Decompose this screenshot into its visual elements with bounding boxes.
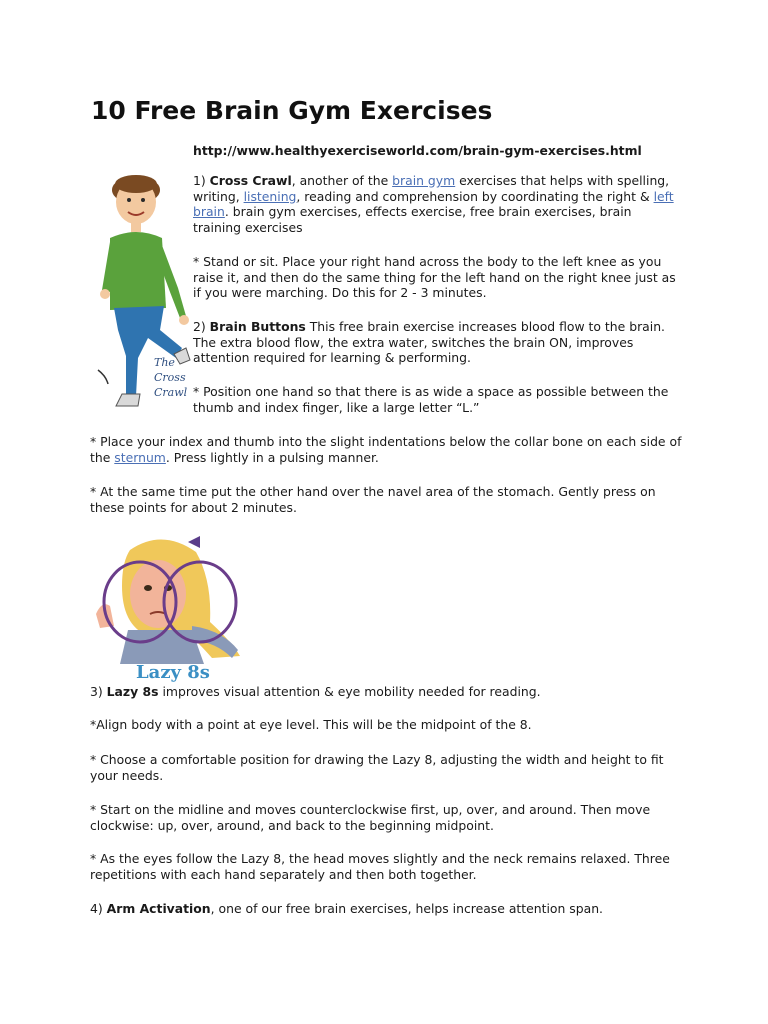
paragraph-arm-activation: 4) Arm Activation, one of our free brain exercises, helps increase attention span. — [90, 901, 603, 916]
link-listening[interactable]: listening — [243, 188, 297, 204]
lazy-8s-illustration — [92, 530, 247, 682]
paragraph-brain-buttons-navel: * At the same time put the other hand over the navel area of the stomach. Gently press on these points for about 2 minutes. — [90, 484, 656, 515]
cross-crawl-illustration — [96, 170, 196, 420]
paragraph-lazy-8s: 3) Lazy 8s improves visual attention & eye mobility needed for reading. — [90, 684, 541, 699]
source-url[interactable]: http://www.healthyexerciseworld.com/brain-gym-exercises.html — [193, 143, 642, 158]
paragraph-cross-crawl-instructions: * Stand or sit. Place your right hand across the body to the left knee as you raise it, and then do the same thing for the left hand on the right knee just as if you were marching. Do this for 2 - 3 minutes. — [193, 254, 676, 300]
paragraph-lazy-8s-start: * Start on the midline and moves counterclockwise first, up, over, and around. Then move clockwise: up, over, around, and back to the beginning midpoint. — [90, 802, 651, 833]
link-brain-gym[interactable]: brain gym — [392, 173, 456, 188]
paragraph-lazy-8s-choose: * Choose a comfortable position for drawing the Lazy 8, adjusting the width and height to fit your needs. — [90, 752, 664, 783]
arm-activation-heading: Arm Activation — [106, 901, 211, 916]
brain-buttons-heading: Brain Buttons — [209, 319, 306, 334]
cross-crawl-caption-line3: Crawl — [154, 386, 188, 399]
lazy-8s-heading: Lazy 8s — [106, 684, 159, 699]
paragraph-brain-buttons: 2) Brain Buttons This free brain exercise increases blood flow to the brain. The extra blood flow, the extra water, switches the brain ON, improves attention required for learning & performing. — [193, 319, 665, 365]
cross-crawl-heading: Cross Crawl — [209, 173, 292, 188]
paragraph-brain-buttons-position: * Position one hand so that there is as wide a space as possible between the thumb and index finger, like a large letter “L.” — [193, 384, 669, 415]
paragraph-brain-buttons-index: * Place your index and thumb into the slight indentations below the collar bone on each side of the sternum. Press lightly in a pulsing manner. — [90, 434, 682, 465]
cross-crawl-caption-line2: Cross — [154, 371, 186, 384]
lazy-8s-caption: Lazy 8s — [136, 662, 210, 682]
page-title: 10 Free Brain Gym Exercises — [91, 96, 493, 125]
paragraph-lazy-8s-align: *Align body with a point at eye level. This will be the midpoint of the 8. — [90, 717, 532, 732]
cross-crawl-caption-line1: The — [154, 356, 175, 369]
paragraph-lazy-8s-eyes: * As the eyes follow the Lazy 8, the head moves slightly and the neck remains relaxed. Three repetitions with each hand separately and then both together. — [90, 851, 670, 882]
link-left-brain[interactable]: left brain — [193, 188, 674, 219]
paragraph-cross-crawl: 1) Cross Crawl, another of the brain gym exercises that helps with spelling, writing, listening, reading and comprehension by coordinating the right & left brain. brain gym exercises, effects exercise, free brain exercises, brain training exercises — [193, 173, 674, 235]
link-sternum[interactable]: sternum — [114, 449, 166, 465]
